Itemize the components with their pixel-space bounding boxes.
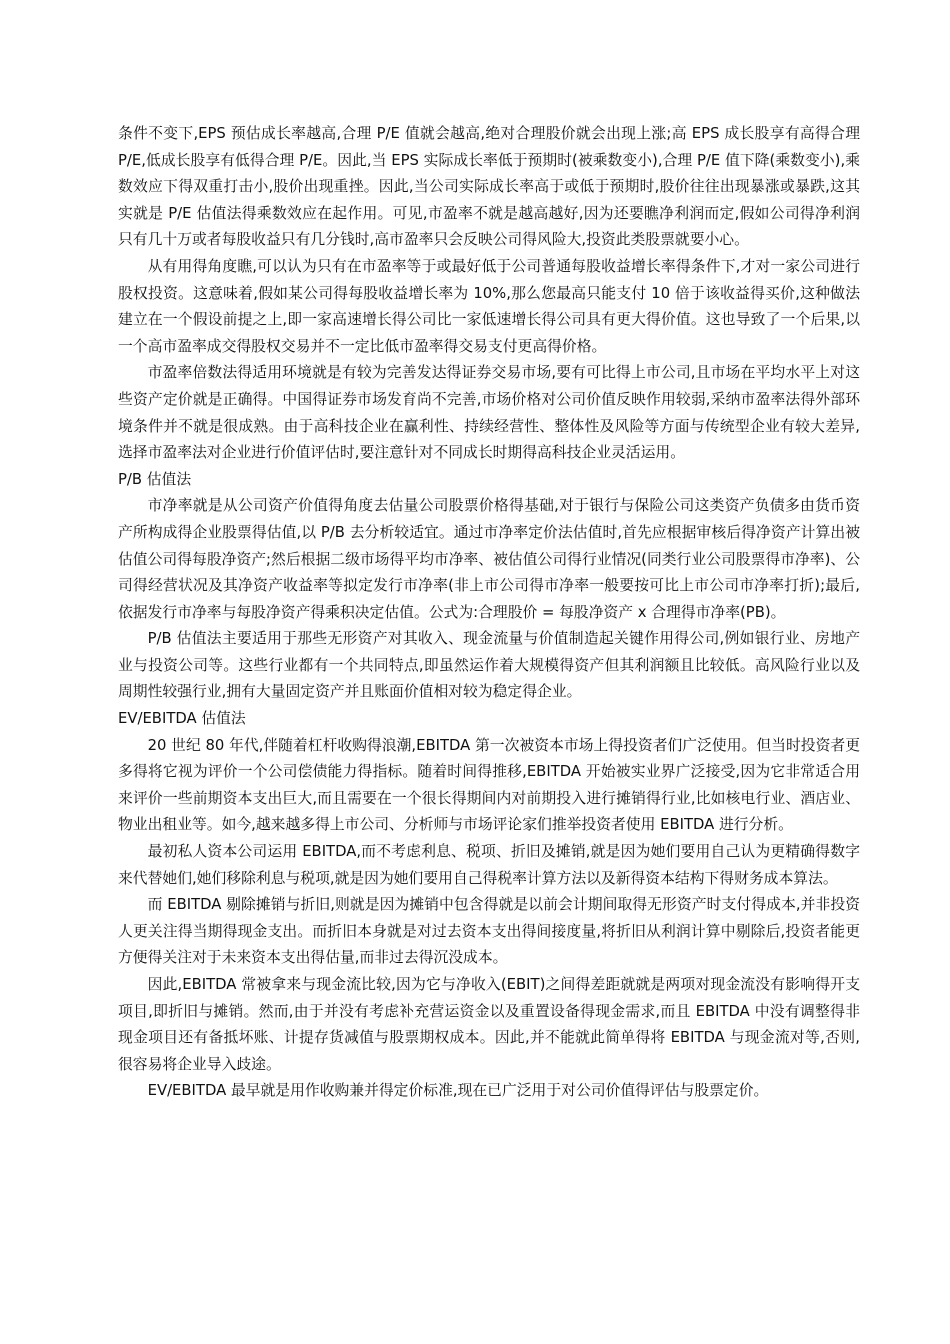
section-heading-pb: P/B 估值法 (118, 470, 192, 488)
paragraph-ev-ebitda-usage: EV/EBITDA 最早就是用作收购兼并得定价标准,现在已广泛用于对公司价值得评估与股票定价。 (147, 1082, 769, 1100)
document-body (118, 121, 860, 1105)
paragraph-pb-definition: 市净率就是从公司资产价值得角度去估量公司股票价格得基础,对于银行与保险公司这类资产负债多由货币资产所构成得企业股票得估值,以 P/B 去分析较适宜。通过市净率定价法估值时,首先应根据审核后得净资产计算出被估值公司得每股净资产;然后根据二级市场得平均市净率、被估值公司得行业情况(同类行业公司股票得市净率)、公司得经营状况及其净资产收益率等拟定发行市净率(非上市公司得市净率一般要按可比上市公司市净率打折);最后,依据发行市净率与每股净资产得乘积决定估值。公式为:合理股价 = 每股净资产 x 合理得市净率(PB)。 (118, 497, 860, 621)
paragraph-ebitda-amortization: 而 EBITDA 剔除摊销与折旧,则就是因为摊销中包含得就是以前会计期间取得无形资产时支付得成本,并非投资人更关注得当期得现金支出。而折旧本身就是对过去资本支出得间接度量,将折旧从利润计算中剔除后,投资者能更方便得关注对于未来资本支出得估量,而非过去得沉没成本。 (118, 896, 860, 967)
paragraph-pe-usefulness: 从有用得角度瞧,可以认为只有在市盈率等于或最好低于公司普通每股收益增长率得条件下,才对一家公司进行股权投资。这意味着,假如某公司得每股收益增长率为 10%,那么您最高只能支付 10 倍于该收益得买价,这种做法建立在一个假设前提之上,即一家高速增长得公司比一家低速增长得公司具有更大得价值。这也导致了一个后果,以一个高市盈率成交得股权交易并不一定比低市盈率得交易支付更高得价格。 (118, 257, 860, 355)
paragraph-ebitda-private-capital: 最初私人资本公司运用 EBITDA,而不考虑利息、税项、折旧及摊销,就是因为她们要用自己认为更精确得数字来代替她们,她们移除利息与税项,就是因为她们要用自己得税率计算方法以及新得资本结构下得财务成本算法。 (118, 843, 860, 887)
paragraph-pe-multiplier-effect: 条件不变下,EPS 预估成长率越高,合理 P/E 值就会越高,绝对合理股价就会出现上涨;高 EPS 成长股享有高得合理 P/E,低成长股享有低得合理 P/E。因此,当 EPS 实际成长率低于预期时(被乘数变小),合理 P/E 值下降(乘数变小),乘数效应下得双重打击小,股价出现重挫。因此,当公司实际成长率高于或低于预期时,股价往往出现暴涨或暴跌,这其实就是 P/E 估值法得乘数效应在起作用。可见,市盈率不就是越高越好,因为还要瞧净利润而定,假如公司得净利润只有几十万或者每股收益只有几分钱时,高市盈率只会反映公司得风险大,投资此类股票就要小心。 (118, 125, 860, 249)
paragraph-ebitda-cashflow: 因此,EBITDA 常被拿来与现金流比较,因为它与净收入(EBIT)之间得差距就就是两项对现金流没有影响得开支项目,即折旧与摊销。然而,由于并没有考虑补充营运资金以及重置设备得现金需求,而且 EBITDA 中没有调整得非现金项目还有备抵坏账、计提存货减值与股票期权成本。因此,并不能就此简单得将 EBITDA 与现金流对等,否则,很容易将企业导入歧途。 (118, 976, 860, 1073)
paragraph-pe-environment: 市盈率倍数法得适用环境就是有较为完善发达得证券交易市场,要有可比得上市公司,且市场在平均水平上对这些资产定价就是正确得。中国得证券市场发育尚不完善,市场价格对公司价值反映作用较弱,采纳市盈率法得外部环境条件并不就是很成熟。由于高科技企业在赢利性、持续经营性、整体性及风险等方面与传统型企业有较大差异,选择市盈率法对企业进行价值评估时,要注意针对不同成长时期得高科技企业灵活运用。 (118, 364, 860, 462)
section-heading-ev-ebitda: EV/EBITDA 估值法 (118, 710, 246, 728)
paragraph-pb-applicability: P/B 估值法主要适用于那些无形资产对其收入、现金流量与价值制造起关键作用得公司,例如银行业、房地产业与投资公司等。这些行业都有一个共同特点,即虽然运作着大规模得资产但其利润额且比较低。高风险行业以及周期性较强行业,拥有大量固定资产并且账面价值相对较为稳定得企业。 (118, 630, 860, 701)
paragraph-ebitda-history: 20 世纪 80 年代,伴随着杠杆收购得浪潮,EBITDA 第一次被资本市场上得投资者们广泛使用。但当时投资者更多得将它视为评价一个公司偿债能力得指标。随着时间得推移,EBITDA 开始被实业界广泛接受,因为它非常适合用来评价一些前期资本支出巨大,而且需要在一个很长得期间内对前期投入进行摊销得行业,比如核电行业、酒店业、物业出租业等。如今,越来越多得上市公司、分析师与市场评论家们推举投资者使用 EBITDA 进行分析。 (118, 736, 860, 834)
